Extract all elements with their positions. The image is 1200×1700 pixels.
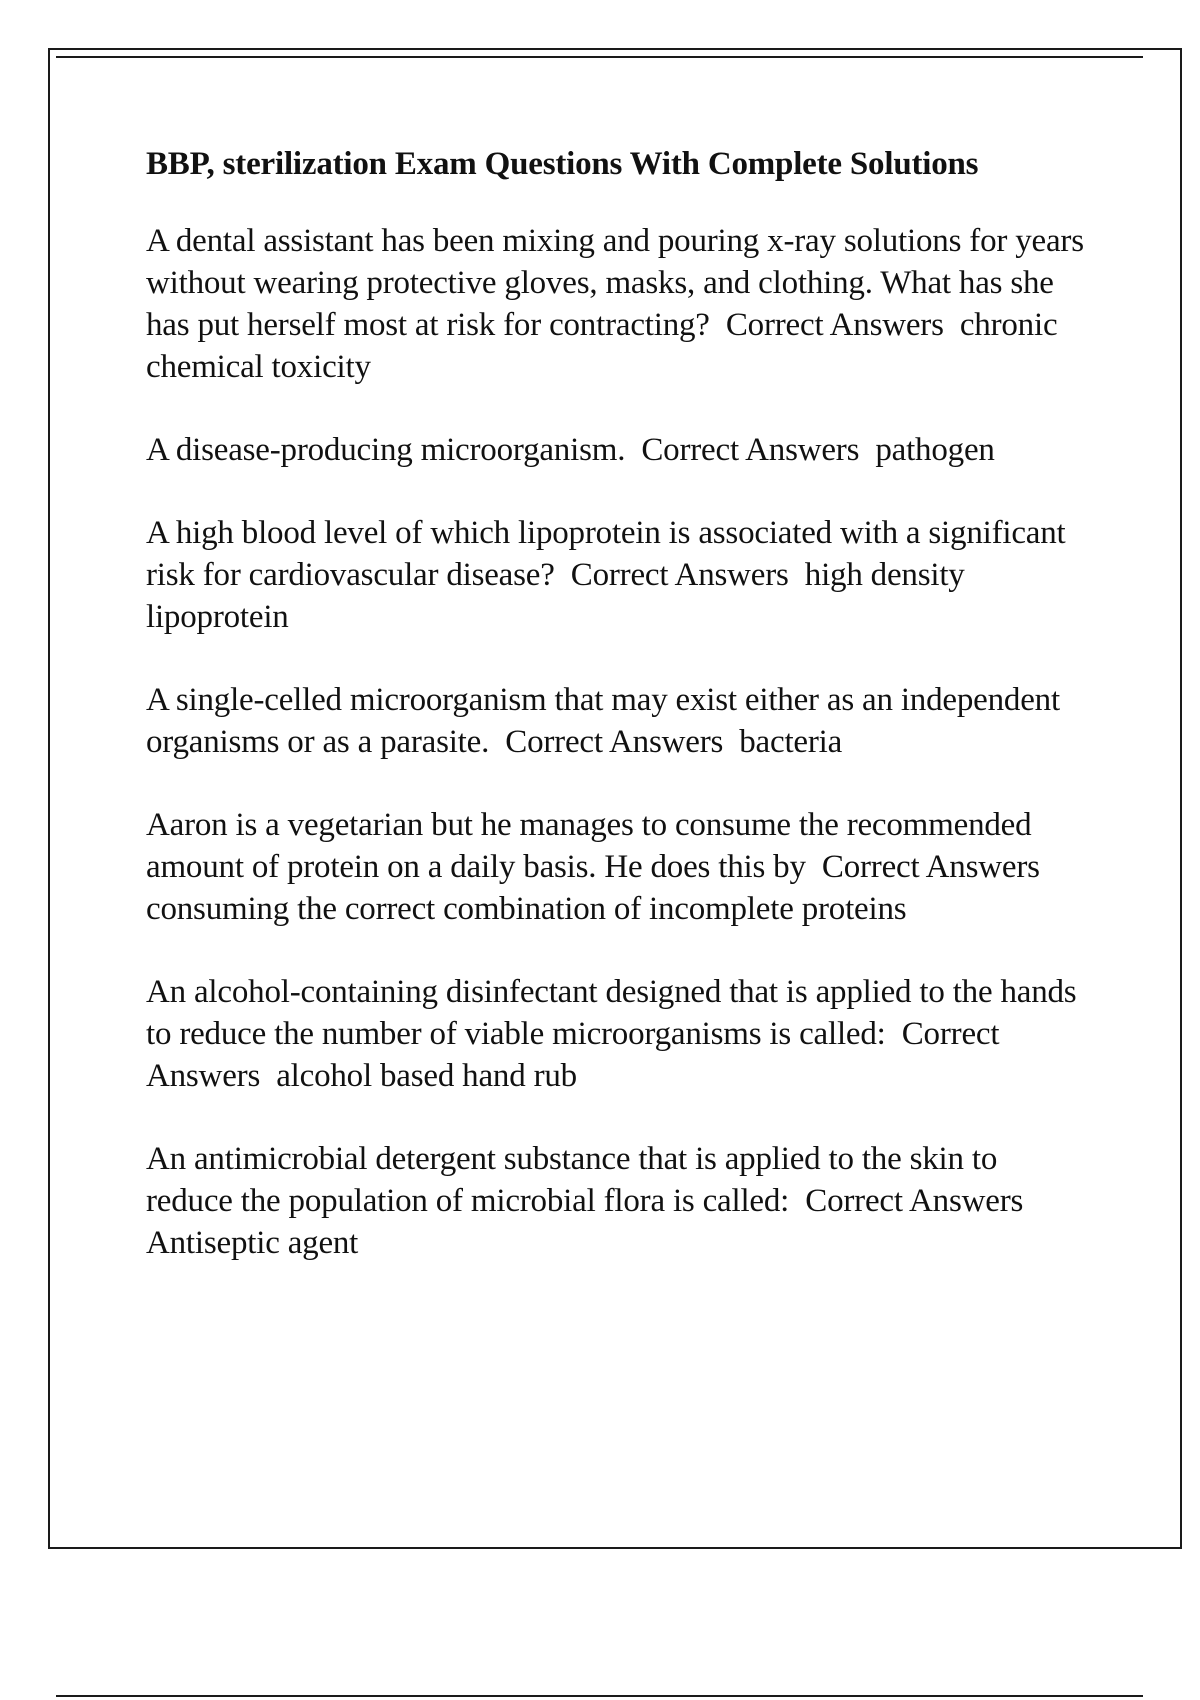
qa-item — [146, 804, 1086, 930]
answer-text: high density lipoprotein — [146, 557, 973, 635]
qa-item — [146, 512, 1086, 638]
question-text: Aaron is a vegetarian but he manages to consume the recommended amount of protein on a daily basis. He does this by — [146, 807, 1040, 885]
answer-text: bacteria — [739, 724, 843, 760]
question-text: An antimicrobial detergent substance that is applied to the skin to reduce the population of microbial flora is called: — [146, 1141, 1006, 1219]
answer-text: chronic chemical toxicity — [146, 307, 1066, 385]
answer-marker: Correct Answers — [821, 849, 1040, 885]
question-text: A high blood level of which lipoprotein is associated with a significant risk for cardiovascular disease? — [146, 515, 1074, 593]
question-text: An alcohol-containing disinfectant designed that is applied to the hands to reduce the number of viable microorganisms is called: — [146, 974, 1085, 1052]
answer-marker: Correct Answers — [570, 557, 789, 593]
qa-item — [146, 220, 1092, 388]
answer-text: alcohol based hand rub — [276, 1058, 577, 1094]
answer-text: pathogen — [875, 432, 995, 468]
answer-text: consuming the correct combination of incomplete proteins — [146, 891, 907, 927]
question-text: A single-celled microorganism that may exist either as an independent organisms or as a parasite. — [146, 682, 1068, 760]
answer-marker: Correct Answers — [505, 724, 724, 760]
top-rule — [56, 56, 1143, 58]
document-body — [146, 143, 1092, 1305]
document-title: BBP, sterilization Exam Questions With Complete Solutions — [146, 146, 979, 182]
answer-marker: Correct Answers — [641, 432, 860, 468]
answer-marker: Correct Answers — [805, 1183, 1024, 1219]
qa-item — [146, 971, 1086, 1097]
answer-marker: Correct Answers — [146, 1016, 1006, 1094]
question-text: A dental assistant has been mixing and pouring x-ray solutions for years without wearing protective gloves, masks, and clothing. What has she has put herself most at risk for contracting? — [146, 223, 1092, 343]
qa-item — [146, 679, 1086, 763]
qa-item — [146, 429, 1086, 471]
answer-marker: Correct Answers — [725, 307, 944, 343]
bottom-rule — [56, 1695, 1143, 1697]
qa-item — [146, 1138, 1086, 1264]
answer-text: Antiseptic agent — [146, 1225, 359, 1261]
question-text: A disease-producing microorganism. — [146, 432, 626, 468]
